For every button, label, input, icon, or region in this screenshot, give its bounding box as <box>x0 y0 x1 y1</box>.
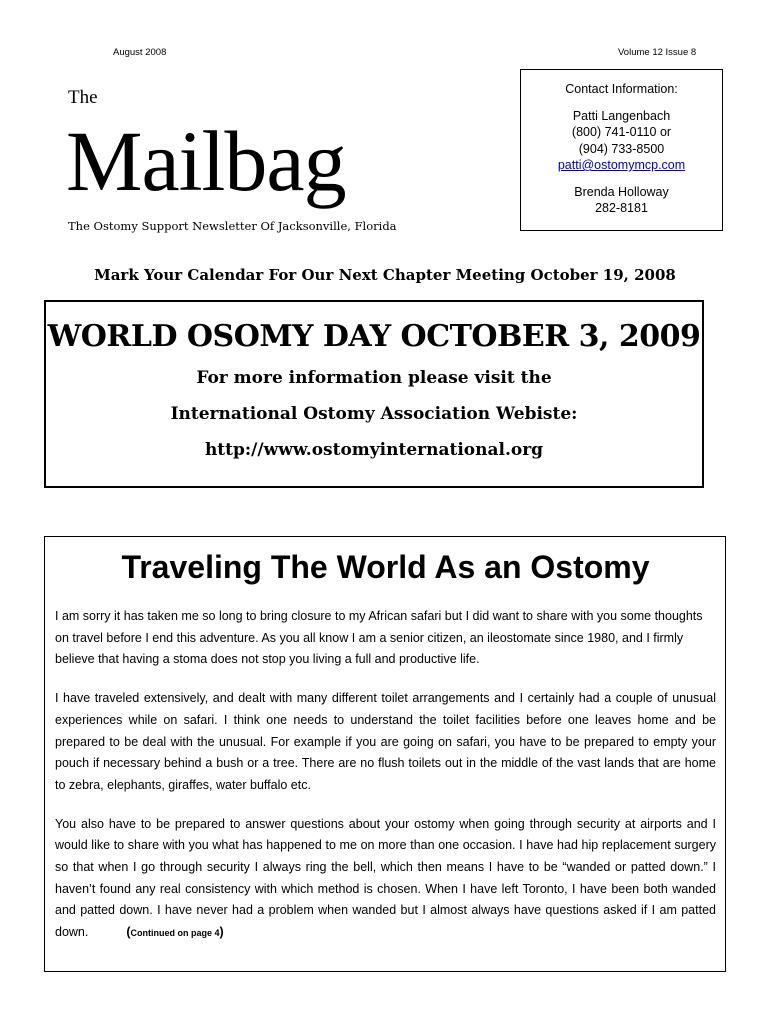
contact-heading: Contact Information: <box>565 82 678 96</box>
issue-date: August 2008 <box>113 47 167 58</box>
calendar-notice: Mark Your Calendar For Our Next Chapter Meeting October 19, 2008 <box>94 266 676 284</box>
continued-note <box>126 925 224 940</box>
masthead-the: The <box>68 87 98 108</box>
masthead-tagline: The Ostomy Support Newsletter Of Jacksonville, Florida <box>68 219 397 233</box>
continued-close-paren: ) <box>219 925 224 940</box>
issue-volume: Volume 12 Issue 8 <box>618 47 697 58</box>
ostomy-day-url[interactable]: http://www.ostomyinternational.org <box>204 440 544 460</box>
ostomy-day-box <box>44 300 704 488</box>
continued-note-text: Continued on page 4 <box>130 928 220 939</box>
contact-box <box>520 69 723 231</box>
ostomy-day-line1: For more information please visit the <box>196 368 552 388</box>
contact-person1-name: Patti Langenbach <box>572 108 671 123</box>
article-paragraph: I have traveled extensively, and dealt with many different toilet arrangements and I certainly had a couple of unusual experiences while on safari. I think one needs to understand the toilet facilities before one leaves home and be prepared to be deal with the unusual. For example if you are going on safari, you have to be prepared to empty your pouch if necessary behind a bush or a tree. There are no flush toilets out in the middle of the vast lands that are home to zebra, elephants, giraffes, water buffalo etc. <box>55 691 716 792</box>
ostomy-day-line2: International Ostomy Association Webiste: <box>170 404 578 424</box>
contact-person1-phone2: (904) 733-8500 <box>578 141 665 156</box>
article-box <box>44 536 726 972</box>
article-paragraph <box>55 814 716 945</box>
contact-person1-phone1: (800) 741-0110 or <box>571 125 672 139</box>
ostomy-day-headline: WORLD OSOMY DAY OCTOBER 3, 2009 <box>47 319 701 354</box>
contact-person2-name: Brenda Holloway <box>574 184 669 199</box>
masthead-title: Mailbag <box>66 113 346 209</box>
contact-email-link[interactable]: patti@ostomymcp.com <box>557 158 686 172</box>
article-paragraph-text: You also have to be prepared to answer questions about your ostomy when going through security at airports and I would like to share with you what has happened to me on more than one occasion. I have had hip replacement surgery so that when I go through security I always ring the bell, which then means I have to be “wanded or patted down.” I haven’t found any real consistency with which method is chosen. When I have left Toronto, I have been both wanded and patted down. I have never had a problem when wanded but I almost always have questions asked if I am patted down. <box>55 816 716 940</box>
continued-open-paren: ( <box>126 925 131 940</box>
article-title: Traveling The World As an Ostomy <box>121 549 650 585</box>
article-paragraph: I am sorry it has taken me so long to bring closure to my African safari but I did want to share with you some thoughts on travel before I end this adventure. As you all know I am a senior citizen, an ileostomate since 1980, and I firmly believe that having a stoma does not stop you living a full and productive life. <box>55 609 703 667</box>
contact-person2-phone: 282-8181 <box>595 201 648 215</box>
